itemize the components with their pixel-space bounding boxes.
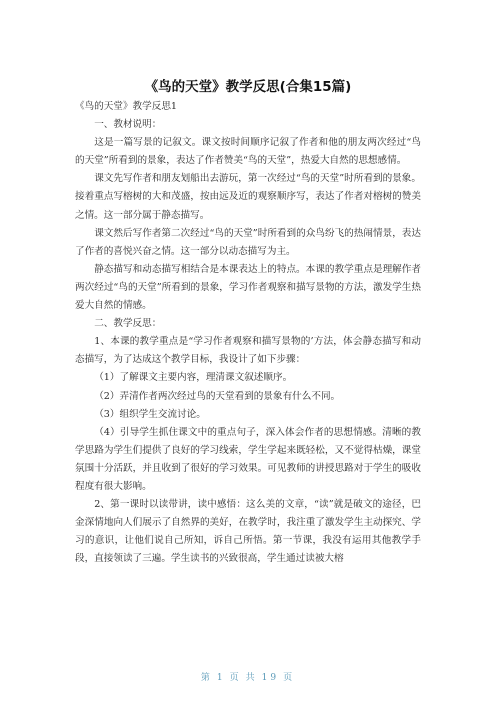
list-item: （2）弄清作者两次经过鸟的天堂看到的景象有什么不同。 [94,390,341,402]
paragraph: 课文然后写作者第二次经过“鸟的天堂”时所看到的众鸟纷飞的热闹情景，表达了作者的喜悦兴奋之情。这一部分以动态描写为主。 [75,227,421,257]
footer-middle: 页 [229,673,242,683]
page-footer [0,670,496,683]
footer-suffix: 页 [283,673,296,683]
footer-prefix: 第 [200,673,213,683]
subheading-reflection: 二、教学反思： [94,318,162,330]
document-body [75,98,421,568]
document-title: 《鸟的天堂》教学反思(合集15篇) [144,79,352,95]
paragraph: 静态描写和动态描写相结合是本课表达上的特点。本课的教学重点是理解作者两次经过“鸟的天堂”所看到的景象，学习作者观察和描写景物的方法，激发学生热爱大自然的情感。 [75,263,421,312]
list-item: （4）引导学生抓住课文中的重点句子，深入体会作者的思想情感。清晰的教学思路为学生们提供了良好的学习线索，学生学起来既轻松，又不觉得枯燥，课堂氛围十分活跃，并且收到了很好的学习效果。可见教师的讲授思路对于学生的吸收程度有很大影响。 [75,426,421,492]
footer-page-number: 1 [216,673,226,683]
paragraph: 2、第一课时以读带讲，读中感悟：这么美的文章，“读”就是破文的途径，巴金深情地向人们展示了自然界的美好，在教学时，我注重了激发学生主动探究、学习的意识，让他们说自己所知，诉自己所悟。第一节课，我没有运用其他教学手段，直接领读了三遍。学生读书的兴致很高，学生通过读被大榕 [75,499,421,565]
subheading-material: 一、教材说明： [94,119,162,131]
footer-of: 共 [245,673,258,683]
paragraph: 1、本课的教学重点是“学习作者观察和描写景物的’方法，体会静态描写和动态描写，为了达成这个教学目标，我设计了如下步骤： [75,336,421,366]
paragraph: 这是一篇写景的记叙文。课文按时间顺序记叙了作者和他的朋友两次经过“鸟的天堂”所看到的景象，表达了作者赞美“鸟的天堂”，热爱大自然的思想感情。 [75,137,421,167]
list-item: （1）了解课文主要内容，理清课文叙述顺序。 [94,372,293,384]
list-item: （3）组织学生交流讨论。 [94,408,206,420]
footer-total-pages: 19 [261,673,280,683]
paragraph: 课文先写作者和朋友划船出去游玩，第一次经过“鸟的天堂”时所看到的景象。接着重点写榕树的大和茂盛，按由远及近的观察顺序写，表达了作者对榕树的赞美之情。这一部分属于静态描写。 [75,173,421,221]
section-heading: 《鸟的天堂》教学反思1 [75,101,178,112]
